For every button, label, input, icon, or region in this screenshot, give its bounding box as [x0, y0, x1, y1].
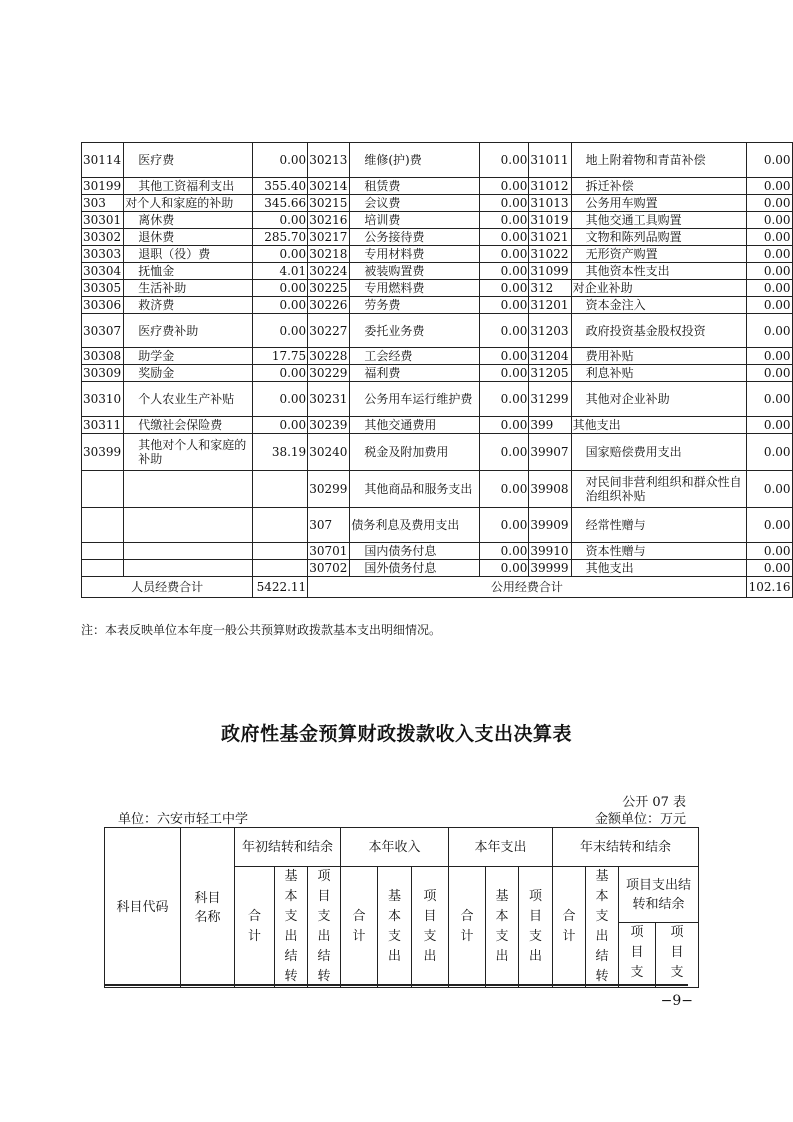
- subject-name-cell: 国外债务付息: [350, 560, 480, 577]
- amount-cell: [253, 560, 308, 577]
- amount-cell: 0.00: [253, 297, 308, 314]
- amount-cell: 0.00: [480, 314, 529, 348]
- expense-total-header: 合计: [449, 867, 486, 988]
- amount-cell: 0.00: [746, 560, 792, 577]
- subject-name-cell: 委托业务费: [350, 314, 480, 348]
- table-row: [82, 471, 793, 508]
- public-total-label: 公用经费合计: [308, 577, 746, 598]
- amount-cell: 0.00: [253, 417, 308, 434]
- subject-name-cell: [124, 471, 253, 508]
- table1-body: [82, 143, 793, 577]
- subject-name-cell: 其他工资福利支出: [124, 178, 253, 195]
- table-row: [82, 212, 793, 229]
- subject-name-cell: 其他资本性支出: [571, 263, 746, 280]
- subject-code-cell: 30702: [308, 560, 350, 577]
- table-row: [82, 417, 793, 434]
- subject-code-cell: [82, 508, 124, 543]
- subject-name-cell: 其他对个人和家庭的补助: [124, 434, 253, 471]
- public-total-value: 102.16: [746, 577, 792, 598]
- begin-basic-carry-header: 基本支出结转: [275, 867, 308, 988]
- subject-name-cell: 退职（役）费: [124, 246, 253, 263]
- subject-code-cell: 30311: [82, 417, 124, 434]
- subject-code-cell: 30701: [308, 543, 350, 560]
- table-row: [82, 348, 793, 365]
- amount-cell: 0.00: [480, 280, 529, 297]
- basic-expenditure-detail-table: [81, 142, 793, 598]
- personnel-total-value: 5422.11: [253, 577, 308, 598]
- amount-cell: 17.75: [253, 348, 308, 365]
- end-basic-carry-header: 基本支出结转: [586, 867, 619, 988]
- amount-cell: 0.00: [746, 348, 792, 365]
- amount-cell: 0.00: [480, 178, 529, 195]
- amount-cell: 0.00: [746, 434, 792, 471]
- expense-group-header: 本年支出: [449, 828, 553, 867]
- table-row: [82, 543, 793, 560]
- table1-total-row: [82, 577, 793, 598]
- subject-code-cell: 307: [308, 508, 350, 543]
- subject-code-cell: 31299: [529, 382, 571, 417]
- amount-cell: 285.70: [253, 229, 308, 246]
- subject-name-cell: 其他商品和服务支出: [350, 471, 480, 508]
- amount-cell: 4.01: [253, 263, 308, 280]
- subject-name-cell: 公务用车购置: [571, 195, 746, 212]
- amount-cell: 0.00: [253, 212, 308, 229]
- subject-name-cell: 救济费: [124, 297, 253, 314]
- end-balance-group-header: 年末结转和结余: [553, 828, 699, 867]
- amount-cell: 0.00: [746, 178, 792, 195]
- subject-name-cell: 被装购置费: [350, 263, 480, 280]
- amount-cell: 38.19: [253, 434, 308, 471]
- amount-cell: 0.00: [253, 365, 308, 382]
- subject-name-cell: 其他支出: [571, 560, 746, 577]
- amount-cell: 0.00: [746, 212, 792, 229]
- subject-name-cell: 生活补助: [124, 280, 253, 297]
- subject-name-cell: 资本性赠与: [571, 543, 746, 560]
- subject-name-cell: 会议费: [350, 195, 480, 212]
- table-row: [82, 508, 793, 543]
- income-basic-header: 基本支出: [378, 867, 412, 988]
- subject-name-cell: 拆迁补偿: [571, 178, 746, 195]
- amount-cell: 0.00: [746, 471, 792, 508]
- amount-cell: 0.00: [746, 365, 792, 382]
- amount-cell: 0.00: [746, 246, 792, 263]
- amount-cell: [253, 543, 308, 560]
- subject-code-cell: 30216: [308, 212, 350, 229]
- amount-cell: 0.00: [480, 543, 529, 560]
- subject-name-cell: 其他交通费用: [350, 417, 480, 434]
- amount-cell: 0.00: [480, 297, 529, 314]
- amount-cell: 0.00: [480, 560, 529, 577]
- subject-code-cell: 30218: [308, 246, 350, 263]
- amount-cell: 0.00: [746, 297, 792, 314]
- subject-name-cell: 奖励金: [124, 365, 253, 382]
- subject-code-cell: 31012: [529, 178, 571, 195]
- subject-code-cell: 30214: [308, 178, 350, 195]
- income-total-header: 合计: [341, 867, 378, 988]
- subject-name-cell: [124, 508, 253, 543]
- subject-name-cell: 工会经费: [350, 348, 480, 365]
- page-title: 政府性基金预算财政拨款收入支出决算表: [220, 723, 572, 745]
- subject-name-cell: 文物和陈列品购置: [571, 229, 746, 246]
- amount-cell: 0.00: [480, 212, 529, 229]
- subject-name-cell: 对个人和家庭的补助: [124, 195, 253, 212]
- subject-name-cell: 无形资产购置: [571, 246, 746, 263]
- subject-name-cell: 抚恤金: [124, 263, 253, 280]
- subject-code-cell: 31201: [529, 297, 571, 314]
- subject-code-cell: 31013: [529, 195, 571, 212]
- subject-code-cell: 30239: [308, 417, 350, 434]
- subject-name-cell: 医疗费: [124, 143, 253, 178]
- subject-code-cell: 30215: [308, 195, 350, 212]
- subject-name-cell: 医疗费补助: [124, 314, 253, 348]
- amount-cell: 0.00: [253, 314, 308, 348]
- subject-code-cell: 30302: [82, 229, 124, 246]
- begin-total-header: 合计: [235, 867, 275, 988]
- page-number: −9−: [660, 993, 693, 1009]
- amount-cell: 0.00: [480, 143, 529, 178]
- subject-code-cell: 39907: [529, 434, 571, 471]
- amount-cell: 0.00: [253, 382, 308, 417]
- table-code-label: 公开 07 表: [622, 795, 686, 810]
- amount-cell: 0.00: [480, 263, 529, 280]
- amount-cell: 0.00: [480, 508, 529, 543]
- table1-note: 注：本表反映单位本年度一般公共预算财政拨款基本支出明细情况。: [81, 623, 442, 637]
- subject-name-cell: 退休费: [124, 229, 253, 246]
- amount-cell: 0.00: [746, 314, 792, 348]
- table-row: [82, 314, 793, 348]
- amount-cell: 0.00: [746, 229, 792, 246]
- subject-name-cell: 债务利息及费用支出: [350, 508, 480, 543]
- amount-cell: 0.00: [253, 280, 308, 297]
- amount-cell: [253, 471, 308, 508]
- subject-code-cell: 30227: [308, 314, 350, 348]
- amount-cell: 0.00: [746, 195, 792, 212]
- table-row: [82, 178, 793, 195]
- subject-code-cell: 30308: [82, 348, 124, 365]
- subject-code-cell: 303: [82, 195, 124, 212]
- amount-unit-label: 金额单位：万元: [594, 812, 686, 827]
- subject-code-cell: 30225: [308, 280, 350, 297]
- subject-name-header: 科目名称: [181, 828, 235, 988]
- subject-code-cell: 30199: [82, 178, 124, 195]
- begin-balance-group-header: 年初结转和结余: [235, 828, 341, 867]
- subject-name-cell: 公务接待费: [350, 229, 480, 246]
- subject-name-cell: 经常性赠与: [571, 508, 746, 543]
- subject-code-cell: [82, 543, 124, 560]
- subject-name-cell: 专用材料费: [350, 246, 480, 263]
- amount-cell: 0.00: [480, 382, 529, 417]
- end-project-carry-sub-header: 项目支: [619, 923, 656, 988]
- begin-project-carry-header: 项目支出结转: [308, 867, 341, 988]
- subject-name-cell: 维修(护)费: [350, 143, 480, 178]
- subject-code-cell: 39910: [529, 543, 571, 560]
- subject-name-cell: 公务用车运行维护费: [350, 382, 480, 417]
- subject-name-cell: 福利费: [350, 365, 480, 382]
- subject-name-cell: 其他交通工具购置: [571, 212, 746, 229]
- subject-name-cell: 政府投资基金股权投资: [571, 314, 746, 348]
- subject-code-cell: 30301: [82, 212, 124, 229]
- subject-code-cell: 399: [529, 417, 571, 434]
- income-group-header: 本年收入: [341, 828, 449, 867]
- amount-cell: 0.00: [480, 195, 529, 212]
- subject-code-cell: 31203: [529, 314, 571, 348]
- amount-cell: 0.00: [480, 417, 529, 434]
- amount-cell: 345.66: [253, 195, 308, 212]
- table-row: [82, 434, 793, 471]
- table-row: [82, 280, 793, 297]
- subject-code-cell: 30303: [82, 246, 124, 263]
- subject-name-cell: [124, 560, 253, 577]
- subject-name-cell: 离休费: [124, 212, 253, 229]
- table-row: [82, 246, 793, 263]
- subject-code-cell: [82, 560, 124, 577]
- amount-cell: 0.00: [480, 365, 529, 382]
- amount-cell: 0.00: [746, 382, 792, 417]
- subject-code-cell: 30304: [82, 263, 124, 280]
- amount-cell: 0.00: [746, 417, 792, 434]
- subject-code-cell: [82, 471, 124, 508]
- subject-code-cell: 30217: [308, 229, 350, 246]
- subject-name-cell: 其他支出: [571, 417, 746, 434]
- amount-cell: 0.00: [480, 471, 529, 508]
- subject-code-cell: 31099: [529, 263, 571, 280]
- subject-code-cell: 312: [529, 280, 571, 297]
- subject-code-cell: 30399: [82, 434, 124, 471]
- personnel-total-label: 人员经费合计: [82, 577, 253, 598]
- subject-code-cell: 39908: [529, 471, 571, 508]
- subject-code-cell: 31204: [529, 348, 571, 365]
- amount-cell: 0.00: [480, 246, 529, 263]
- subject-name-cell: 费用补贴: [571, 348, 746, 365]
- subject-name-cell: 利息补贴: [571, 365, 746, 382]
- subject-code-cell: 30307: [82, 314, 124, 348]
- subject-code-cell: 30213: [308, 143, 350, 178]
- expense-project-header: 项目支出: [519, 867, 553, 988]
- amount-cell: 0.00: [480, 434, 529, 471]
- subject-code-cell: 31021: [529, 229, 571, 246]
- amount-cell: 0.00: [746, 543, 792, 560]
- amount-cell: 0.00: [746, 280, 792, 297]
- amount-cell: 0.00: [746, 263, 792, 280]
- subject-code-cell: 31205: [529, 365, 571, 382]
- subject-code-cell: 30229: [308, 365, 350, 382]
- subject-code-cell: 30240: [308, 434, 350, 471]
- amount-cell: 0.00: [746, 143, 792, 178]
- table-row: [82, 229, 793, 246]
- subject-code-cell: 30299: [308, 471, 350, 508]
- amount-cell: 0.00: [253, 246, 308, 263]
- amount-cell: 0.00: [480, 229, 529, 246]
- subject-name-cell: 资本金注入: [571, 297, 746, 314]
- subject-code-cell: 31022: [529, 246, 571, 263]
- subject-code-header: 科目代码: [105, 828, 181, 988]
- subject-name-cell: 专用燃料费: [350, 280, 480, 297]
- table-row: [82, 382, 793, 417]
- page-bottom-rule: [104, 984, 688, 986]
- subject-code-cell: 30231: [308, 382, 350, 417]
- subject-code-cell: 39909: [529, 508, 571, 543]
- table-row: [82, 365, 793, 382]
- table-row: [82, 560, 793, 577]
- subject-code-cell: 30226: [308, 297, 350, 314]
- table-row: [82, 143, 793, 178]
- subject-name-cell: 地上附着物和青苗补偿: [571, 143, 746, 178]
- subject-code-cell: 39999: [529, 560, 571, 577]
- amount-cell: 355.40: [253, 178, 308, 195]
- subject-code-cell: 31011: [529, 143, 571, 178]
- subject-name-cell: 助学金: [124, 348, 253, 365]
- amount-cell: 0.00: [480, 348, 529, 365]
- end-project-balance-sub-header: 项目支: [656, 923, 699, 988]
- end-project-carry-balance-header: 项目支出结转和结余: [619, 867, 699, 923]
- subject-code-cell: 30228: [308, 348, 350, 365]
- amount-cell: 0.00: [253, 143, 308, 178]
- end-total-header: 合计: [553, 867, 586, 988]
- subject-name-cell: 代缴社会保险费: [124, 417, 253, 434]
- subject-name-cell: 国内债务付息: [350, 543, 480, 560]
- subject-name-cell: [124, 543, 253, 560]
- expense-basic-header: 基本支出: [486, 867, 519, 988]
- subject-name-cell: 劳务费: [350, 297, 480, 314]
- subject-name-cell: 其他对企业补助: [571, 382, 746, 417]
- income-project-header: 项目支出: [412, 867, 449, 988]
- subject-code-cell: 31019: [529, 212, 571, 229]
- subject-code-cell: 30224: [308, 263, 350, 280]
- subject-name-cell: 国家赔偿费用支出: [571, 434, 746, 471]
- subject-name-cell: 租赁费: [350, 178, 480, 195]
- subject-code-cell: 30305: [82, 280, 124, 297]
- subject-code-cell: 30310: [82, 382, 124, 417]
- table-row: [82, 297, 793, 314]
- table-row: [82, 263, 793, 280]
- subject-code-cell: 30309: [82, 365, 124, 382]
- unit-label: 单位：六安市轻工中学: [118, 812, 249, 827]
- subject-code-cell: 30306: [82, 297, 124, 314]
- subject-name-cell: 个人农业生产补贴: [124, 382, 253, 417]
- government-fund-table-header: [104, 827, 699, 988]
- subject-name-cell: 对民间非营利组织和群众性自治组织补贴: [571, 471, 746, 508]
- subject-name-cell: 培训费: [350, 212, 480, 229]
- amount-cell: [253, 508, 308, 543]
- amount-cell: 0.00: [746, 508, 792, 543]
- subject-name-cell: 对企业补助: [571, 280, 746, 297]
- subject-code-cell: 30114: [82, 143, 124, 178]
- table-row: [82, 195, 793, 212]
- subject-name-cell: 税金及附加费用: [350, 434, 480, 471]
